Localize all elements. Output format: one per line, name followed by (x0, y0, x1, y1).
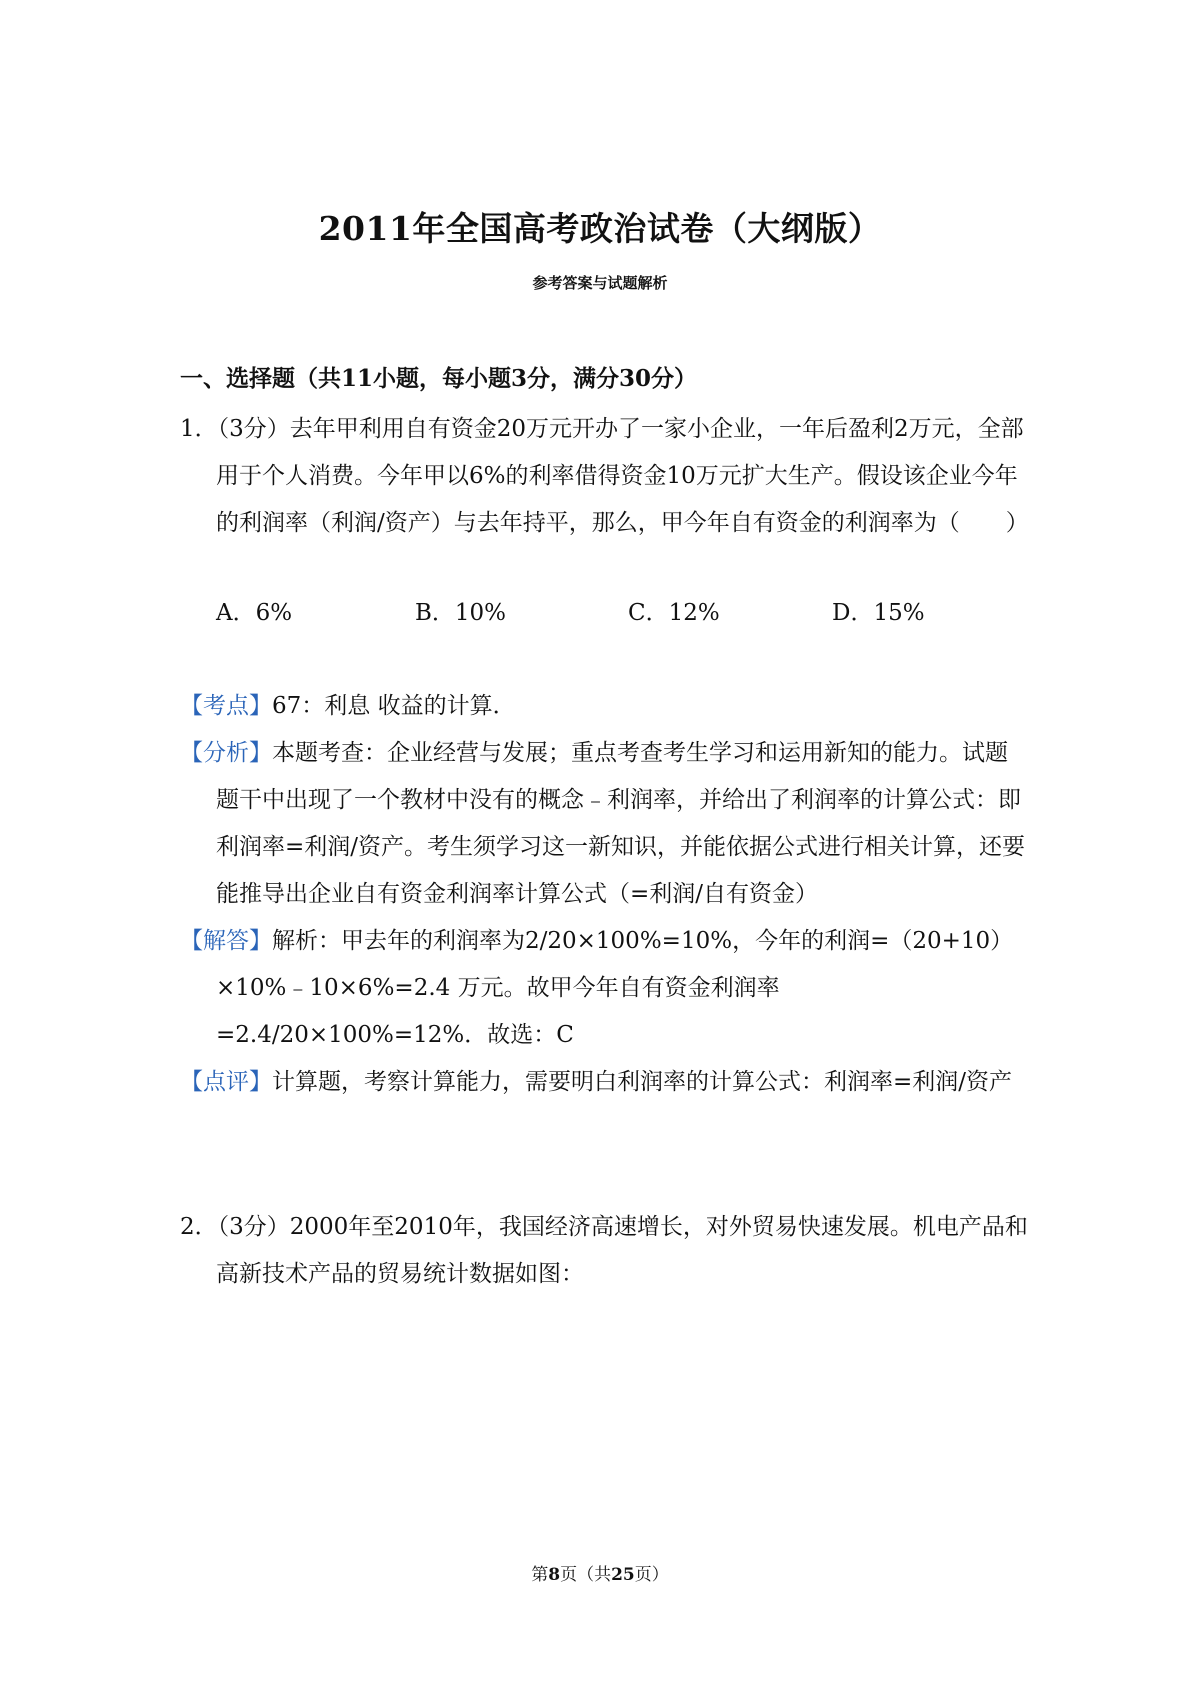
page-footer (0, 1560, 1200, 1585)
footer-suffix: 页） (634, 1565, 669, 1585)
option-b: B．10% (415, 600, 507, 626)
question-1-text: 1．（3分）去年甲利用自有资金20万元开办了一家小企业，一年后盈利2万元，全部用于个人消费。今年甲以6%的利率借得资金10万元扩大生产。假设该企业今年的利润率（利润/资产）与去年持平，那么，甲今年自有资金的利润率为（ ） (180, 416, 1029, 536)
option-d: D．15% (832, 600, 925, 626)
option-c: C．12% (628, 600, 720, 626)
footer-page-number: 8 (548, 1565, 561, 1585)
dianping-tag: 【点评】 (180, 1069, 272, 1095)
document-subtitle: 参考答案与试题解析 (532, 274, 668, 292)
question-1 (180, 406, 1030, 547)
question-1-options (216, 590, 1036, 637)
question-2-text: 2．（3分）2000年至2010年，我国经济高速增长，对外贸易快速发展。机电产品和高新技术产品的贸易统计数据如图： (180, 1214, 1028, 1287)
footer-total-pages: 25 (611, 1565, 635, 1585)
fenxi-tag: 【分析】 (180, 740, 272, 766)
dianping-paragraph (180, 1059, 1030, 1106)
option-a: A．6% (216, 600, 293, 626)
question-2 (180, 1204, 1030, 1298)
fenxi-paragraph (180, 730, 1030, 918)
footer-prefix: 第 (531, 1565, 549, 1585)
document-title: 2011年全国高考政治试卷（大纲版） (318, 209, 882, 248)
kaodian-text: 67：利息 收益的计算． (272, 693, 516, 719)
jieda-paragraph (180, 918, 1030, 1059)
analysis-block (180, 683, 1030, 1106)
jieda-text: 解析：甲去年的利润率为2/20×100%=10%，今年的利润=（20+10）×10%﹣10×6%=2.4 万元。故甲今年自有资金利润率=2.4/20×100%=12%．故选：C (216, 928, 1014, 1048)
footer-middle: 页（共 (560, 1565, 612, 1585)
kaodian-paragraph (180, 683, 1030, 730)
fenxi-text: 本题考查：企业经营与发展；重点考查考生学习和运用新知的能力。试题题干中出现了一个教材中没有的概念﹣利润率，并给出了利润率的计算公式：即利润率=利润/资产。考生须学习这一新知识，并能依据公式进行相关计算，还要能推导出企业自有资金利润率计算公式（=利润/自有资金） (216, 740, 1026, 907)
dianping-text: 计算题，考察计算能力，需要明白利润率的计算公式：利润率=利润/资产 (272, 1069, 1013, 1095)
jieda-tag: 【解答】 (180, 928, 272, 954)
section-heading: 一、选择题（共11小题，每小题3分，满分30分） (180, 365, 698, 392)
kaodian-tag: 【考点】 (180, 693, 272, 719)
